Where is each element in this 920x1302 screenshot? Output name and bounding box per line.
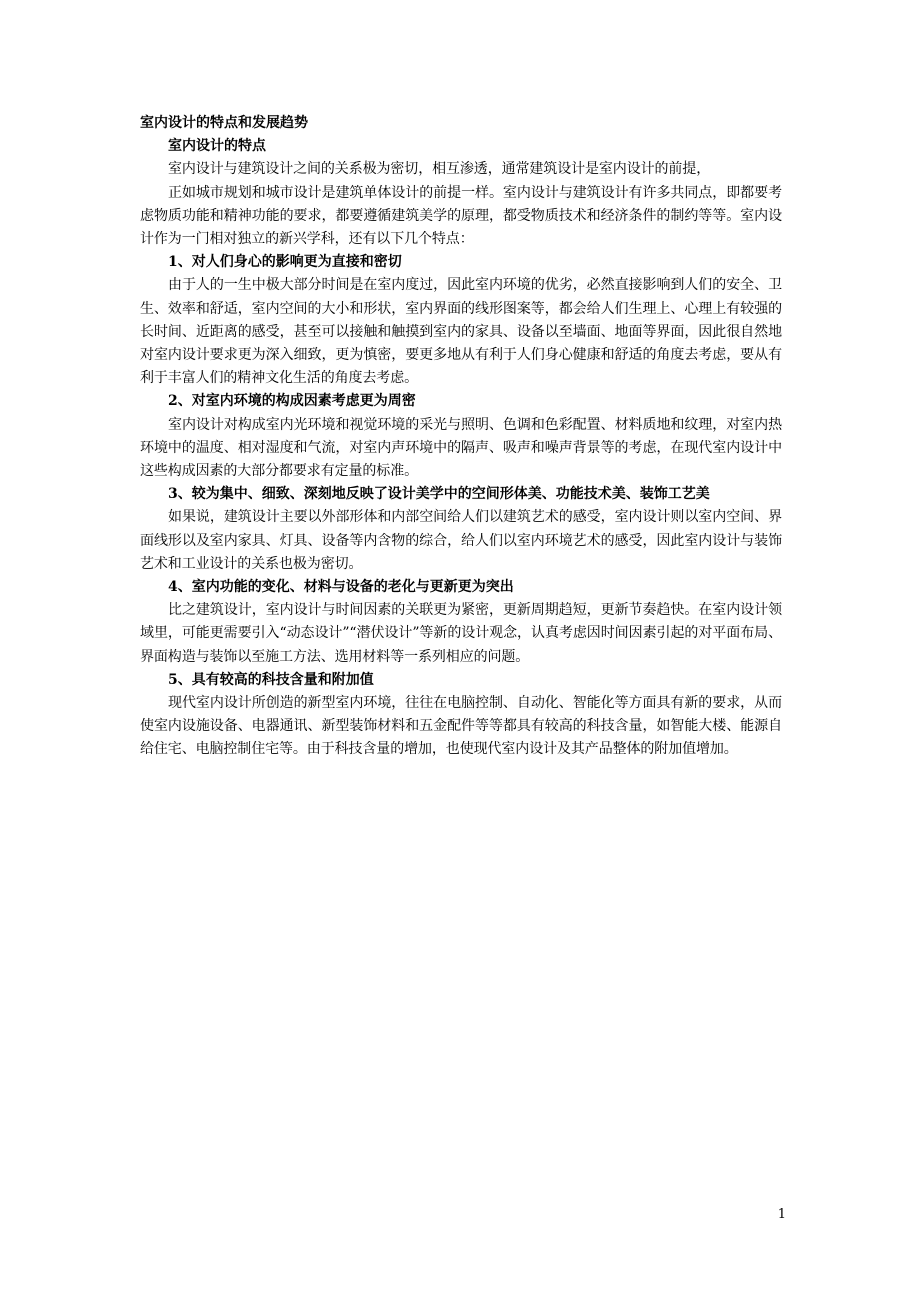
document-body bbox=[140, 112, 782, 762]
document-title: 室内设计的特点和发展趋势 bbox=[140, 115, 308, 131]
point-4-heading: 4、室内功能的变化、材料与设备的老化与更新更为突出 bbox=[168, 579, 514, 596]
point-5-heading: 5、具有较高的科技含量和附加值 bbox=[168, 671, 374, 688]
section-heading: 室内设计的特点 bbox=[168, 138, 266, 155]
page-number: 1 bbox=[777, 1207, 786, 1222]
point-2-heading: 2、对室内环境的构成因素考虑更为周密 bbox=[168, 393, 416, 410]
intro-paragraph-2: 正如城市规划和城市设计是建筑单体设计的前提一样。室内设计与建筑设计有许多共同点，即都要考虑物质功能和精神功能的要求，都要遵循建筑美学的原理，都受物质技术和经济条件的制约等等。室内设计作为一门相对独立的新兴学科，还有以下几个特点： bbox=[140, 184, 782, 248]
point-3-body: 如果说，建筑设计主要以外部形体和内部空间给人们以建筑艺术的感受，室内设计则以室内空间、界面线形以及室内家具、灯具、设备等内含物的综合，给人们以室内环境艺术的感受，因此室内设计与装饰艺术和工业设计的关系也极为密切。 bbox=[140, 509, 782, 572]
point-5-body: 现代室内设计所创造的新型室内环境，往往在电脑控制、自动化、智能化等方面具有新的要求，从而使室内设施设备、电器通讯、新型装饰材料和五金配件等等都具有较高的科技含量，如智能大楼、能源自给住宅、电脑控制住宅等。由于科技含量的增加，也使现代室内设计及其产品整体的附加值增加。 bbox=[140, 695, 782, 758]
point-1-body: 由于人的一生中极大部分时间是在室内度过，因此室内环境的优劣，必然直接影响到人们的安全、卫生、效率和舒适，室内空间的大小和形状，室内界面的线形图案等，都会给人们生理上、心理上有较强的长时间、近距离的感受，甚至可以接触和触摸到室内的家具、设备以至墙面、地面等界面，因此很自然地对室内设计要求更为深入细致，更为慎密，要更多地从有利于人们身心健康和舒适的角度去考虑，要从有利于丰富人们的精神文化生活的角度去考虑。 bbox=[140, 277, 782, 387]
intro-paragraph-1: 室内设计与建筑设计之间的关系极为密切，相互渗透，通常建筑设计是室内设计的前提， bbox=[168, 161, 711, 178]
point-4-body: 比之建筑设计，室内设计与时间因素的关联更为紧密，更新周期趋短，更新节奏趋快。在室内设计领域里，可能更需要引入“动态设计”“潜伏设计”等新的设计观念，认真考虑因时间因素引起的对平面布局、界面构造与装饰以至施工方法、选用材料等一系列相应的问题。 bbox=[140, 602, 782, 665]
point-1-heading: 1、对人们身心的影响更为直接和密切 bbox=[168, 254, 402, 271]
point-3-heading: 3、较为集中、细致、深刻地反映了设计美学中的空间形体美、功能技术美、装饰工艺美 bbox=[168, 486, 710, 503]
point-2-body: 室内设计对构成室内光环境和视觉环境的采光与照明、色调和色彩配置、材料质地和纹理，对室内热环境中的温度、相对湿度和气流，对室内声环境中的隔声、吸声和噪声背景等的考虑，在现代室内设计中这些构成因素的大部分都要求有定量的标准。 bbox=[140, 416, 782, 480]
